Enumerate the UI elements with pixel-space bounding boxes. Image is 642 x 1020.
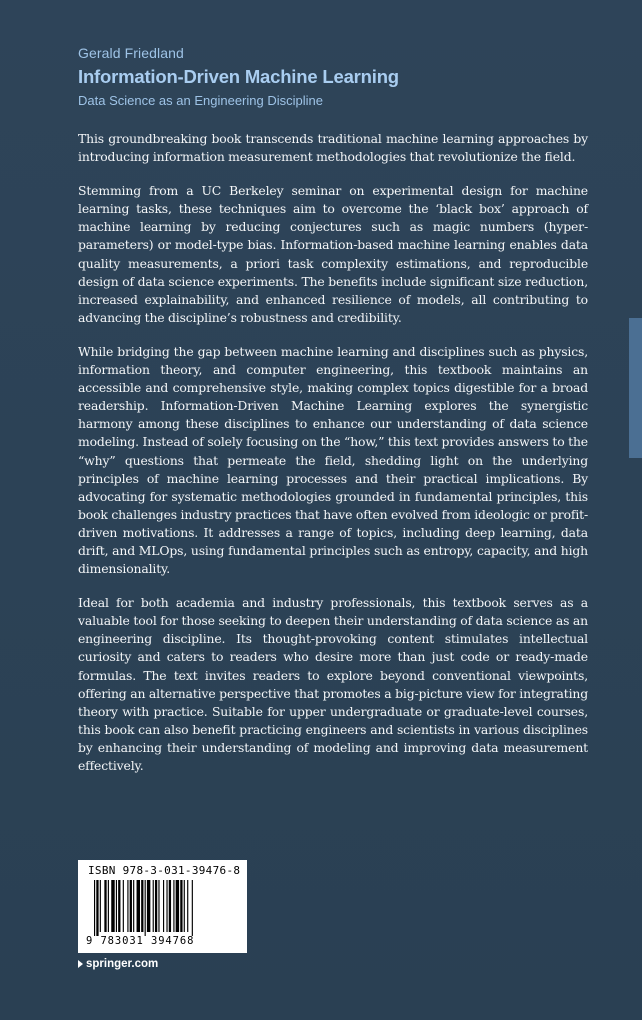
barcode-bar xyxy=(176,880,179,932)
barcode-bar xyxy=(104,880,106,932)
blurb-paragraph: Stemming from a UC Berkeley seminar on experimental design for machine learning tasks, these techniques aim to overcome the ‘black box’ approach of machine learning by reducing conjectures such as magic numbers (hyper-parameters) or model-type bias. Information-based machine learning enables data quality measurements, a priori task complexity estimations, and reproducible design of data science experiments. The benefits include significant size reduction, increased explainability, and enhanced resilience of models, all contributing to advancing the discipline’s robustness and credibility. xyxy=(78,183,588,325)
barcode-bar xyxy=(130,880,132,932)
barcode-bar xyxy=(173,880,174,932)
barcode-bar xyxy=(141,880,143,932)
barcode-bar xyxy=(111,880,114,932)
blurb-paragraph: This groundbreaking book transcends traditional machine learning approaches by introducing information measurement methodologies that revolutionize the field. xyxy=(78,131,588,165)
barcode-bar xyxy=(96,880,98,936)
book-subtitle: Data Science as an Engineering Discipline xyxy=(78,93,323,108)
triangle-right-icon xyxy=(78,960,83,968)
barcode-bar xyxy=(192,880,193,936)
publisher-url: springer.com xyxy=(86,958,159,970)
barcode-bar xyxy=(158,880,159,932)
barcode-digits: 9 783031 394768 xyxy=(86,935,195,947)
author-name: Gerald Friedland xyxy=(78,45,184,61)
barcode-bar xyxy=(145,880,146,936)
barcode-bar xyxy=(137,880,140,932)
publisher-link[interactable] xyxy=(78,958,158,970)
barcode-bar xyxy=(180,880,182,932)
barcode-bar xyxy=(123,880,124,932)
barcode-bar xyxy=(116,880,117,932)
barcode-bar xyxy=(155,880,157,932)
barcode-bar xyxy=(163,880,164,932)
barcode-bar xyxy=(187,880,188,932)
barcode-bar xyxy=(153,880,154,932)
barcode-bar xyxy=(184,880,185,932)
barcode-bar xyxy=(166,880,167,932)
barcode-bar xyxy=(133,880,134,932)
barcode-bar xyxy=(94,880,95,936)
barcode-bar xyxy=(147,880,150,932)
barcode-bar xyxy=(108,880,109,932)
blurb-text xyxy=(78,130,588,791)
barcode-bar xyxy=(169,880,171,932)
barcode-bar xyxy=(127,880,128,932)
barcode-bar xyxy=(100,880,101,932)
barcode-bar xyxy=(118,880,120,932)
blurb-paragraph: While bridging the gap between machine learning and disciplines such as physics, information theory, and computer engineering, this textbook maintains an accessible and comprehensive style, making complex topics digestible for a broad readership. Information-Driven Machine Learning explores the synergistic harmony among these disciplines to enhance our understanding of data science modeling. Instead of solely focusing on the “how,” this text provides answers to the “why” questions that permeate the field, shedding light on the underlying principles of machine learning processes and their practical implications. By advocating for systematic methodologies grounded in fundamental principles, this book challenges industry practices that have often evolved from ideologic or profit-driven motivations. It addresses a range of topics, including deep learning, data drift, and MLOps, using fundamental principles such as entropy, capacity, and high dimensionality. xyxy=(78,343,588,577)
book-title: Information-Driven Machine Learning xyxy=(78,66,399,87)
blurb-paragraph: Ideal for both academia and industry professionals, this textbook serves as a valuable tool for those seeking to deepen their understanding of data science as an engineering discipline. Its thought-provoking content stimulates intellectual curiosity and caters to readers who desire more than just code or ready-made formulas. The text invites readers to explore beyond conventional viewpoints, offering an alternative perspective that promotes a big-picture view for integrating theory with practice. Suitable for upper undergraduate or graduate-level courses, this book can also benefit practicing engineers and scientists in various disciplines by enhancing their understanding of modeling and improving data measurement effectively. xyxy=(78,595,588,773)
isbn-label: ISBN 978-3-031-39476-8 xyxy=(88,864,241,877)
isbn-barcode xyxy=(78,860,247,953)
barcode-bars xyxy=(94,880,234,936)
spine-tab xyxy=(629,318,642,458)
